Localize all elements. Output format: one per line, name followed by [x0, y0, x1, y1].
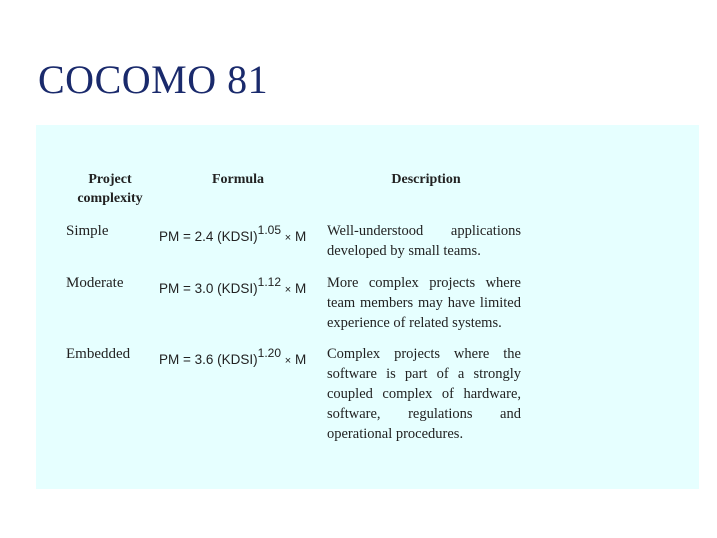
- formula-prefix: PM = 2.4 (KDSI): [159, 229, 258, 244]
- formula-multiplier: M: [294, 352, 307, 367]
- header-description: Description: [391, 172, 461, 187]
- table-row-description: More complex projects where team members may have limited experience of related systems.: [327, 275, 521, 331]
- formula-multiplier: M: [294, 229, 307, 244]
- table-row-complexity: Embedded: [66, 346, 131, 362]
- table-row-formula: [159, 223, 319, 247]
- table-row-complexity: Simple: [66, 223, 109, 239]
- table-row-description: Complex projects where the software is part of a strongly coupled complex of hardware, software, regulations and operational procedures.: [327, 346, 521, 442]
- formula-multiplier: M: [294, 281, 307, 296]
- formula-exponent: 1.20: [257, 346, 282, 360]
- cocomo-table: [36, 125, 699, 489]
- times-sign: ×: [284, 232, 292, 244]
- table-row-formula: [159, 346, 319, 370]
- header-formula: Formula: [211, 172, 265, 187]
- times-sign: ×: [284, 355, 292, 367]
- slide-title: COCOMO 81: [38, 57, 269, 102]
- table-row-formula: [159, 275, 319, 299]
- formula-prefix: PM = 3.0 (KDSI): [159, 281, 258, 296]
- formula-prefix: PM = 3.6 (KDSI): [159, 352, 258, 367]
- table-row-description: Well-understood applications developed by small teams.: [327, 223, 521, 259]
- table-row-complexity: Moderate: [66, 275, 124, 291]
- formula-exponent: 1.05: [257, 223, 282, 237]
- header-complexity: Project complexity: [77, 172, 143, 206]
- times-sign: ×: [284, 284, 292, 296]
- formula-exponent: 1.12: [257, 275, 282, 289]
